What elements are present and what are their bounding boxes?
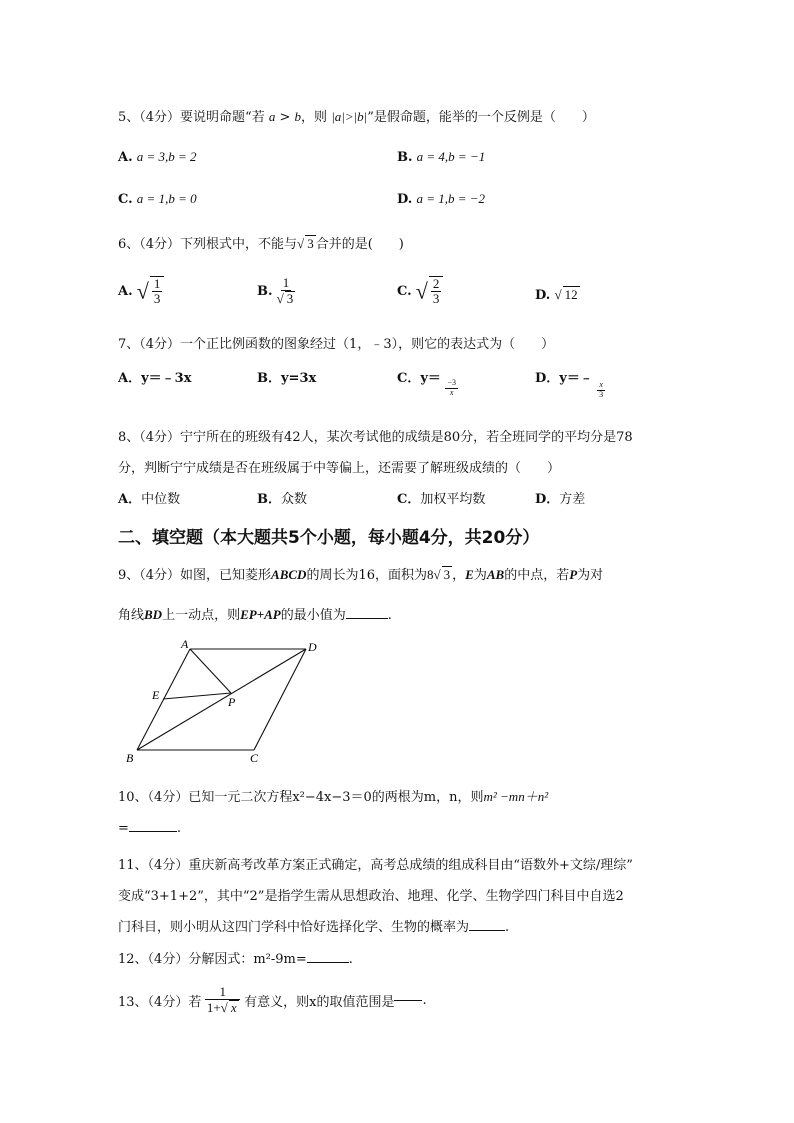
q11-text: 门科目，则小明从这四门学科中恰好选择化学、生物的概率为 xyxy=(118,920,470,935)
q6-radicand: 3 xyxy=(307,236,314,251)
q9-line1 xyxy=(118,564,603,583)
label-a: A xyxy=(181,637,189,651)
option-expr: a = 1,b = −2 xyxy=(416,191,486,206)
label-p: P xyxy=(228,695,236,709)
q8-option-a[interactable] xyxy=(118,488,180,507)
q11-line1: 11、（4分）重庆新高考改革方案正式确定，高考总成绩的组成科目由“语数外+文综/理综” xyxy=(118,858,633,873)
frac-num: 2 xyxy=(432,276,440,291)
option-label: D． xyxy=(535,492,560,507)
q6-option-c[interactable] xyxy=(397,276,443,307)
q9-var: BD xyxy=(144,607,163,622)
section-heading: 二、填空题（本大题共5个小题，每小题4分，共20分） xyxy=(118,528,540,548)
q7-option-d[interactable] xyxy=(535,367,605,399)
option-fraction xyxy=(597,381,605,400)
option-label: A. xyxy=(118,283,133,299)
option-expr: a = 1,b = 0 xyxy=(136,191,197,206)
rhombus-figure xyxy=(120,636,340,766)
q9-var: ABCD xyxy=(271,567,307,582)
q13-prefix: 13、（4分）若 xyxy=(118,994,202,1010)
frac-num: 1 xyxy=(205,985,240,1000)
q9-text: 为对 xyxy=(577,568,604,583)
option-fraction xyxy=(445,379,458,398)
q9-var: P xyxy=(569,567,578,582)
q9-line2 xyxy=(118,604,392,623)
q6-option-d[interactable] xyxy=(535,286,580,303)
q5-abs-expr: |a|>|b| xyxy=(331,109,368,124)
den-part: 1+ xyxy=(206,1000,221,1016)
frac-num: −3 xyxy=(447,378,456,388)
option-text: 方差 xyxy=(559,492,586,507)
q10-end: . xyxy=(176,821,182,836)
option-label: C. xyxy=(118,192,133,207)
answer-blank[interactable] xyxy=(129,831,177,832)
frac-den: 1+√ x xyxy=(206,1000,237,1016)
q8-line1: 8、（4分）宁宁所在的班级有42人，某次考试他的成绩是80分，若全班同学的平均分是78 xyxy=(118,430,633,445)
q10-equals: = xyxy=(118,821,129,836)
option-label: C． xyxy=(397,371,421,386)
q8-line2: 分，判断宁宁成绩是否在班级属于中等偏上，还需要了解班级成绩的（ ） xyxy=(118,461,561,476)
q10-answer-line xyxy=(118,821,181,836)
q12-text: 12、（4分）分解因式：m²-9m= xyxy=(118,952,307,967)
q9-area-radicand: 3 xyxy=(443,567,451,582)
sqrt-symbol: √ xyxy=(415,278,428,304)
option-label: D． xyxy=(535,371,560,386)
answer-blank[interactable] xyxy=(307,962,349,963)
option-label: B． xyxy=(257,371,281,386)
q9-area-coef: 8 xyxy=(427,567,434,582)
sqrt-symbol: √ xyxy=(433,567,441,582)
q11-line2: 变成“3+1+2”，其中“2”是指学生需从思想政治、地理、化学、生物学四门科目中自选2 xyxy=(118,889,624,904)
q9-text: 角线 xyxy=(118,608,145,623)
diagonal-bd xyxy=(137,649,306,750)
label-b: B xyxy=(126,751,134,765)
sqrt-symbol: √ xyxy=(297,236,305,251)
q5-var-b: b xyxy=(294,109,302,124)
option-expr: y＝ xyxy=(420,371,441,386)
q5-var-a: a xyxy=(268,109,276,124)
q10-stem xyxy=(118,786,548,805)
frac-num: 1 xyxy=(153,276,161,291)
q9-text: . xyxy=(387,608,392,623)
frac-num: 1 xyxy=(282,275,290,290)
q13-stem xyxy=(118,985,427,1016)
option-text: 加权平均数 xyxy=(420,492,486,507)
option-text: 众数 xyxy=(281,492,308,507)
frac-den: 3 xyxy=(153,291,161,307)
q7-option-b[interactable] xyxy=(257,367,316,386)
q6-option-b[interactable] xyxy=(257,276,295,307)
q9-text: 的中点，若 xyxy=(504,568,570,583)
q6-suffix: 合并的是( ) xyxy=(315,237,404,252)
answer-blank[interactable] xyxy=(394,1000,422,1001)
q13-fraction xyxy=(205,985,240,1016)
q9-var: E xyxy=(465,567,474,582)
q11-end: . xyxy=(505,920,510,935)
q9-text: 的周长为16，面积为 xyxy=(306,568,427,583)
den-radicand: x xyxy=(230,1000,237,1016)
option-label: D. xyxy=(397,192,413,207)
q11-line3 xyxy=(118,916,509,935)
q13-suffix: 有意义，则x的取值范围是 xyxy=(244,994,395,1010)
q9-text: ， xyxy=(452,568,466,583)
q6-stem xyxy=(118,233,404,252)
label-d: D xyxy=(308,640,317,654)
sqrt-symbol: √ xyxy=(554,287,562,302)
q6-option-a[interactable] xyxy=(118,276,164,307)
option-text: 中位数 xyxy=(141,492,181,507)
frac-den: 3 xyxy=(599,390,604,399)
option-fraction xyxy=(277,276,296,307)
q7-option-c[interactable] xyxy=(397,367,458,397)
q7-option-a[interactable] xyxy=(118,367,191,386)
q6-prefix: 6、（4分）下列根式中，不能与 xyxy=(118,237,298,252)
q9-text: 的最小值为 xyxy=(280,608,346,623)
option-expr: y＝﹣3x xyxy=(141,371,192,386)
segment-ep xyxy=(163,693,231,699)
frac-den-sqrt: √ 3 xyxy=(276,291,294,307)
q5-option-b[interactable] xyxy=(397,149,485,165)
option-label: A． xyxy=(118,371,142,386)
q8-option-b[interactable] xyxy=(257,488,307,507)
q9-var: AB xyxy=(486,567,505,582)
q9-var: EP+AP xyxy=(240,607,281,622)
answer-blank[interactable] xyxy=(469,930,505,931)
q5-mid: ，则 xyxy=(301,110,328,125)
option-label: B. xyxy=(257,283,273,299)
q12-end: . xyxy=(348,952,353,967)
option-label: C. xyxy=(397,283,412,299)
segment-ap xyxy=(190,649,231,693)
q12-stem xyxy=(118,948,353,967)
frac-num: x xyxy=(599,380,603,390)
option-label: D. xyxy=(535,288,551,303)
q10-expr: m² −mn＋n² xyxy=(483,789,549,804)
q5-option-d[interactable] xyxy=(397,191,485,207)
q5-prefix: 5、（4分）要说明命题“若 xyxy=(118,110,265,125)
q5-stem xyxy=(118,106,595,125)
option-expr: a = 4,b = −1 xyxy=(416,149,486,164)
option-label: C． xyxy=(397,492,421,507)
label-c: C xyxy=(250,751,259,765)
option-fraction xyxy=(150,276,165,307)
q10-text: 10、（4分）已知一元二次方程x²−4x−3＝0的两根为m，n，则 xyxy=(118,790,484,805)
q8-option-d[interactable] xyxy=(535,488,585,507)
q9-text: 为 xyxy=(473,568,487,583)
option-expr: y＝﹣ xyxy=(559,371,593,386)
option-fraction xyxy=(429,276,444,307)
q8-option-c[interactable] xyxy=(397,488,485,507)
frac-den: 3 xyxy=(432,291,440,307)
sqrt-symbol: √ xyxy=(136,278,149,304)
label-e: E xyxy=(152,688,160,702)
option-label: A. xyxy=(118,150,133,165)
answer-blank[interactable] xyxy=(346,618,388,619)
frac-den: 3 xyxy=(286,291,294,307)
q9-text: 9、（4分）如图，已知菱形 xyxy=(118,568,272,583)
option-expr: a = 3,b = 2 xyxy=(136,149,197,164)
option-label: B． xyxy=(257,492,281,507)
q5-option-c[interactable] xyxy=(118,191,197,207)
q13-end: . xyxy=(422,992,427,1008)
q5-option-a[interactable] xyxy=(118,149,197,165)
option-expr: y=3x xyxy=(281,371,317,386)
q7-stem: 7、（4分）一个正比例函数的图象经过（1，﹣3），则它的表达式为（ ） xyxy=(118,337,555,352)
frac-den: x xyxy=(449,388,454,397)
option-radicand: 12 xyxy=(564,287,578,302)
option-label: A． xyxy=(118,492,142,507)
q5-suffix: ”是假命题，能举的一个反例是（ ） xyxy=(367,110,595,125)
q5-gt: > xyxy=(279,110,291,125)
q9-text: 上一动点，则 xyxy=(162,608,241,623)
option-label: B. xyxy=(397,150,413,165)
